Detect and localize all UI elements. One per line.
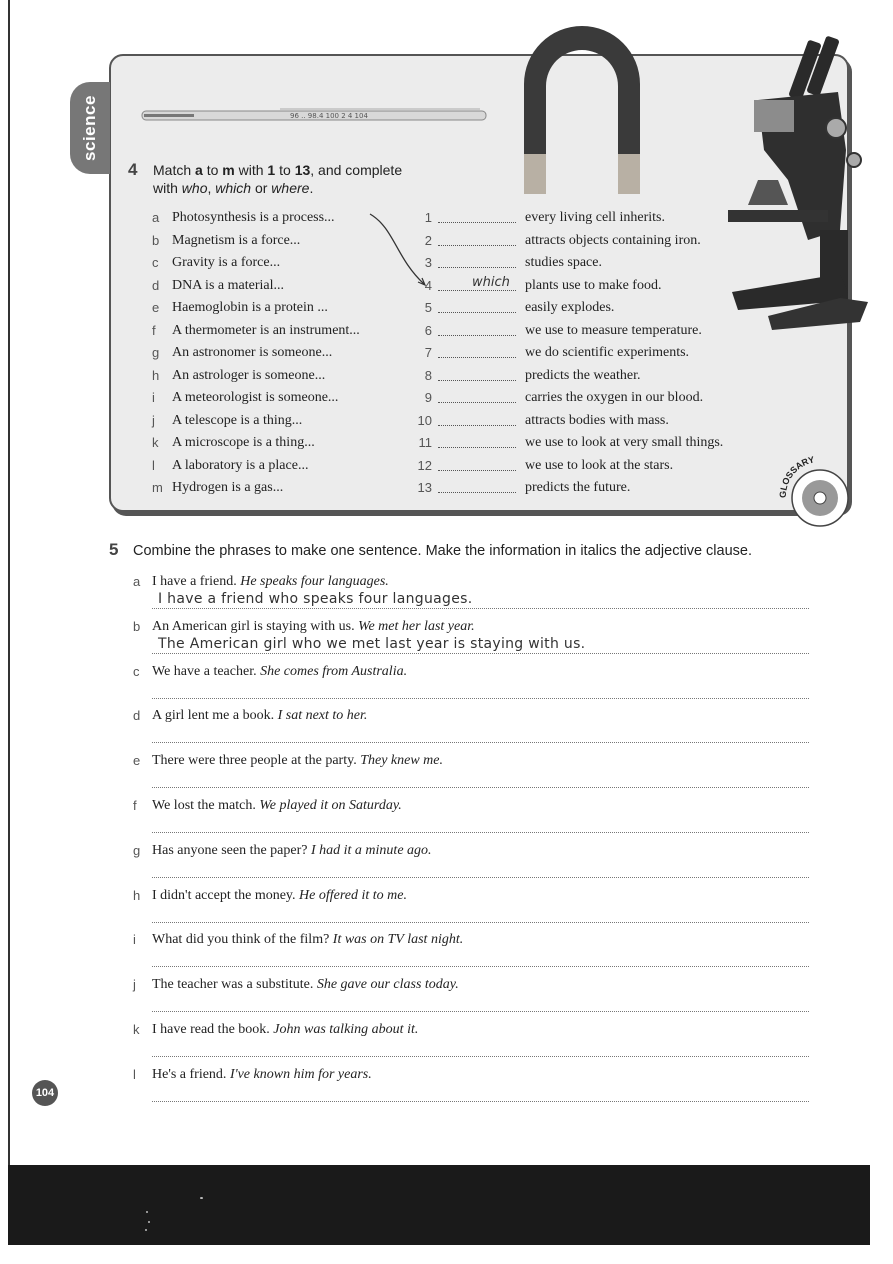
item-letter: f — [152, 322, 156, 338]
left-phrase: A telescope is a thing... — [172, 412, 303, 428]
glossary-label: GLOSSARY — [777, 454, 816, 499]
match-left-g — [152, 342, 412, 364]
match-left-d — [152, 275, 412, 297]
item-letter: h — [152, 367, 160, 383]
left-phrase: Photosynthesis is a process... — [172, 210, 335, 225]
item-letter: g — [152, 345, 160, 360]
item-sentence: An American girl is staying with us. We met her last year. — [152, 618, 475, 634]
thermometer-scale: 96 .. 98.4 100 2 4 104 — [290, 112, 368, 120]
right-ending: attracts bodies with mass. — [525, 412, 669, 428]
item-sentence: What did you think of the film? It was on TV last night. — [152, 932, 464, 948]
right-ending: we do scientific experiments. — [525, 345, 690, 360]
left-phrase: Gravity is a force... — [172, 255, 281, 270]
exercise-4-instruction: Match a to m with 1 to 13, and complete with who, which or where. — [153, 162, 403, 196]
match-right-1 — [416, 207, 776, 229]
item-letter: m — [152, 480, 163, 495]
item-number: 2 — [424, 232, 432, 248]
item-sentence: We have a teacher. She comes from Australia. — [152, 663, 408, 679]
answer-blank[interactable] — [438, 320, 516, 336]
answer-blank[interactable] — [438, 207, 516, 223]
answer-line[interactable] — [152, 966, 809, 967]
match-right-7 — [416, 342, 776, 364]
item-sentence: I didn't accept the money. He offered it to me. — [152, 887, 407, 903]
horseshoe-magnet-icon — [520, 22, 644, 198]
item-letter: a — [152, 210, 160, 225]
item-number: 3 — [424, 255, 432, 270]
left-phrase: A thermometer is an instrument... — [172, 322, 360, 338]
right-ending: we use to look at the stars. — [525, 457, 674, 473]
item-letter: d — [152, 277, 160, 293]
right-ending: we use to measure temperature. — [525, 322, 702, 338]
item-sentence: Has anyone seen the paper? I had it a minute ago. — [152, 842, 432, 858]
left-phrase: DNA is a material... — [172, 277, 284, 293]
answer-blank[interactable] — [438, 387, 516, 403]
handwritten-answer: I have a friend who speaks four languages. — [158, 591, 473, 607]
footer-band — [8, 1165, 870, 1245]
handwritten-answer: The American girl who we met last year is staying with us. — [158, 635, 586, 652]
left-phrase: A microscope is a thing... — [172, 435, 315, 450]
answer-line[interactable] — [152, 832, 809, 833]
right-ending: predicts the weather. — [525, 367, 641, 383]
item-sentence: I have read the book. John was talking about it. — [152, 1022, 419, 1037]
item-letter: b — [152, 232, 160, 248]
match-left-j — [152, 410, 412, 432]
match-left-a — [152, 207, 412, 229]
answer-line[interactable] — [152, 698, 809, 699]
item-number: 13 — [417, 480, 432, 495]
answer-line[interactable] — [152, 1101, 809, 1102]
left-phrase: Magnetism is a force... — [172, 232, 301, 248]
item-number: 9 — [424, 390, 432, 405]
answer-blank[interactable] — [438, 477, 516, 493]
right-ending: studies space. — [525, 255, 602, 270]
right-ending: predicts the future. — [525, 480, 631, 495]
match-right-2 — [416, 230, 776, 252]
item-letter: c — [133, 663, 140, 679]
answer-line[interactable] — [152, 877, 809, 878]
left-margin-rule — [8, 0, 10, 1165]
answer-line[interactable] — [152, 742, 809, 743]
right-ending: we use to look at very small things. — [525, 435, 724, 450]
item-letter: l — [133, 1066, 136, 1082]
right-ending: attracts objects containing iron. — [525, 232, 701, 248]
match-right-11 — [416, 432, 776, 454]
left-phrase: Hydrogen is a gas... — [172, 480, 284, 495]
match-left-b — [152, 230, 412, 252]
answer-blank[interactable] — [438, 297, 516, 313]
right-ending: carries the oxygen in our blood. — [525, 390, 704, 405]
science-tab-label: science — [80, 95, 100, 161]
match-left-h — [152, 365, 412, 387]
match-left-e — [152, 297, 412, 319]
right-ending: every living cell inherits. — [525, 210, 665, 225]
exercise-5-instruction: Combine the phrases to make one sentence. Make the information in italics the adjective clause. — [133, 543, 753, 559]
item-letter: k — [152, 435, 159, 450]
item-letter: e — [133, 753, 141, 769]
answer-line[interactable] — [152, 922, 809, 923]
item-sentence: He's a friend. I've known him for years. — [152, 1066, 372, 1082]
item-sentence: A girl lent me a book. I sat next to her. — [152, 708, 368, 724]
item-letter: j — [133, 977, 136, 993]
item-number: 10 — [417, 412, 432, 428]
match-left-k — [152, 432, 412, 454]
item-letter: d — [133, 708, 141, 724]
match-right-13 — [416, 477, 776, 499]
left-phrase: A meteorologist is someone... — [172, 390, 339, 405]
page-number-badge: 104 — [32, 1080, 58, 1106]
item-letter: i — [152, 390, 155, 405]
item-number: 5 — [424, 300, 432, 315]
left-phrase: An astronomer is someone... — [172, 345, 333, 360]
answer-line[interactable] — [152, 1056, 809, 1057]
match-right-6 — [416, 320, 776, 342]
item-letter: i — [133, 932, 136, 948]
answer-blank[interactable] — [438, 432, 516, 448]
item-letter: a — [133, 574, 141, 589]
right-ending: easily explodes. — [525, 300, 615, 315]
item-letter: j — [152, 412, 155, 428]
match-right-12 — [416, 455, 776, 477]
thermometer-icon — [140, 106, 488, 124]
answer-blank[interactable] — [438, 410, 516, 426]
match-left-i — [152, 387, 412, 409]
match-left-l — [152, 455, 412, 477]
glossary-cd-icon[interactable] — [770, 454, 852, 530]
answer-blank[interactable] — [438, 342, 516, 358]
left-phrase: A laboratory is a place... — [172, 457, 309, 473]
exercise-4-number: 4 — [128, 160, 138, 179]
answer-blank[interactable] — [438, 365, 516, 381]
item-letter: c — [152, 255, 159, 270]
item-number: 8 — [424, 367, 432, 383]
item-letter: h — [133, 887, 141, 903]
match-right-8 — [416, 365, 776, 387]
item-number: 1 — [424, 210, 432, 225]
item-sentence: I have a friend. He speaks four languages. — [152, 574, 389, 589]
match-left-c — [152, 252, 412, 274]
item-sentence: There were three people at the party. They knew me. — [152, 753, 444, 769]
item-number: 12 — [417, 457, 432, 473]
item-letter: b — [133, 618, 141, 634]
item-number: 4 — [424, 277, 432, 293]
filled-answer: which — [472, 274, 510, 290]
item-number: 11 — [418, 435, 432, 450]
match-right-9 — [416, 387, 776, 409]
item-number: 6 — [424, 322, 432, 338]
answer-blank[interactable] — [438, 455, 516, 471]
answer-line[interactable] — [152, 1011, 809, 1012]
right-ending: plants use to make food. — [525, 277, 662, 293]
item-number: 7 — [424, 345, 432, 360]
answer-line[interactable] — [152, 787, 809, 788]
answer-blank[interactable] — [438, 275, 516, 291]
left-phrase: Haemoglobin is a protein ... — [172, 300, 328, 315]
item-letter: e — [152, 300, 160, 315]
item-letter: k — [133, 1022, 140, 1037]
item-sentence: We lost the match. We played it on Saturday. — [152, 798, 402, 813]
match-left-f — [152, 320, 412, 342]
answer-line[interactable] — [152, 653, 809, 654]
match-left-m — [152, 477, 412, 499]
match-right-10 — [416, 410, 776, 432]
answer-blank[interactable] — [438, 230, 516, 246]
answer-blank[interactable] — [438, 252, 516, 268]
item-letter: l — [152, 457, 155, 473]
exercise-5-number: 5 — [109, 540, 119, 559]
match-right-3 — [416, 252, 776, 274]
item-letter: f — [133, 798, 137, 813]
item-letter: g — [133, 842, 141, 858]
item-sentence: The teacher was a substitute. She gave our class today. — [152, 977, 459, 993]
left-phrase: An astrologer is someone... — [172, 367, 326, 383]
match-right-4 — [416, 275, 776, 297]
answer-line[interactable] — [152, 608, 809, 609]
match-right-5 — [416, 297, 776, 319]
